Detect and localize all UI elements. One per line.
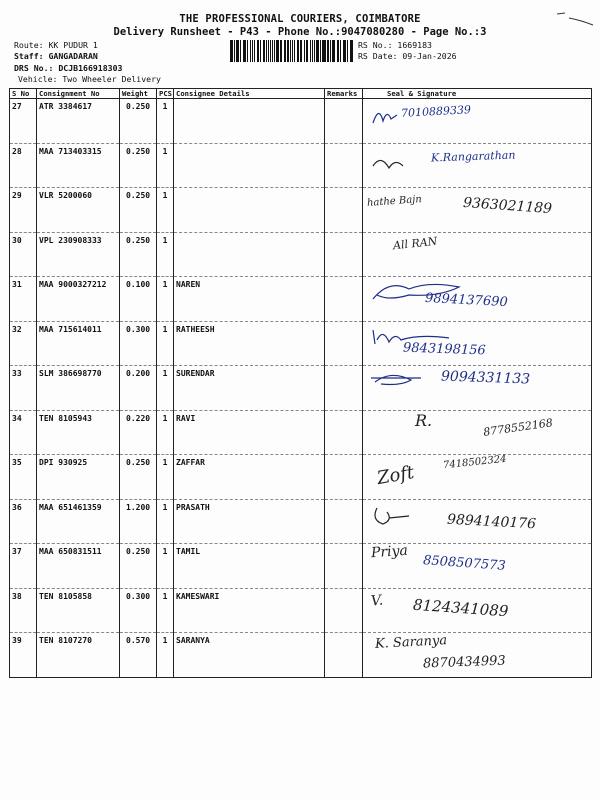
cell-remarks: [325, 544, 363, 589]
barcode-bar: [268, 40, 269, 62]
table-row: [10, 633, 592, 678]
barcode-bar: [325, 40, 326, 62]
handwritten-text: 9894140176: [446, 511, 537, 532]
table-header-row: [10, 89, 592, 99]
cell-sno: 33: [10, 366, 37, 411]
barcode-bar: [320, 40, 321, 62]
cell-consignment: DPI 930925: [37, 455, 120, 500]
cell-remarks: [325, 321, 363, 366]
cell-pcs: 1: [157, 633, 174, 678]
cell-signature: [363, 499, 592, 544]
rs-number: RS No.: 1669183: [358, 40, 432, 50]
cell-pcs: 1: [157, 499, 174, 544]
barcode-bar: [238, 40, 239, 62]
cell-sno: 36: [10, 499, 37, 544]
barcode-bar: [266, 40, 267, 62]
cell-sno: 29: [10, 188, 37, 233]
handwritten-text: R.: [415, 410, 433, 430]
table-row: [10, 99, 592, 144]
table-row: [10, 232, 592, 277]
cell-consignee: [174, 99, 325, 144]
cell-signature: [363, 188, 592, 233]
barcode-bar: [347, 40, 348, 62]
runsheet-table: [9, 88, 592, 678]
company-name: THE PROFESSIONAL COURIERS, COIMBATORE: [179, 13, 421, 25]
barcode-bar: [340, 40, 342, 62]
handwritten-text: K. Saranya: [374, 633, 448, 652]
cell-remarks: [325, 455, 363, 500]
cell-weight: 0.300: [120, 588, 157, 633]
barcode-bar: [234, 40, 235, 62]
cell-sno: 28: [10, 143, 37, 188]
barcode-bar: [327, 40, 329, 62]
cell-weight: 0.250: [120, 455, 157, 500]
cell-consignment: MAA 715614011: [37, 321, 120, 366]
cell-consignment: VLR 5200060: [37, 188, 120, 233]
barcode-bar: [278, 40, 279, 62]
barcode-bar: [287, 40, 289, 62]
table-row: [10, 143, 592, 188]
col-pcs: PCS: [157, 89, 174, 99]
handwritten-text: 8124341089: [412, 595, 509, 620]
handwritten-text: All RAN: [392, 234, 438, 252]
cell-consignee: PRASATH: [174, 499, 325, 544]
cell-remarks: [325, 410, 363, 455]
cell-signature: [363, 410, 592, 455]
barcode-bar: [312, 40, 313, 62]
cell-consignee: KAMESWARI: [174, 588, 325, 633]
cell-consignment: ATR 3384617: [37, 99, 120, 144]
barcode-bar: [298, 40, 299, 62]
cell-signature: [363, 588, 592, 633]
cell-sno: 39: [10, 633, 37, 678]
cell-sno: 37: [10, 544, 37, 589]
cell-sno: 27: [10, 99, 37, 144]
handwritten-text: hathe Bajn: [366, 194, 423, 209]
cell-pcs: 1: [157, 232, 174, 277]
col-sno: S No: [10, 89, 37, 99]
cell-remarks: [325, 232, 363, 277]
cell-consignee: ZAFFAR: [174, 455, 325, 500]
cell-remarks: [325, 143, 363, 188]
barcode-bar: [318, 40, 319, 62]
cell-signature: [363, 633, 592, 678]
handwritten-text: Priya: [370, 542, 409, 562]
handwritten-text: 9094331133: [440, 368, 531, 388]
cell-remarks: [325, 188, 363, 233]
cell-consignment: MAA 651461359: [37, 499, 120, 544]
cell-pcs: 1: [157, 143, 174, 188]
barcode-bar: [344, 40, 346, 62]
barcode-bar: [280, 40, 282, 62]
col-remarks: Remarks: [325, 89, 363, 99]
handwritten-text: 9363021189: [462, 194, 553, 218]
cell-weight: 0.300: [120, 321, 157, 366]
cell-pcs: 1: [157, 366, 174, 411]
table-row: [10, 188, 592, 233]
cell-consignee: SURENDAR: [174, 366, 325, 411]
barcode: [230, 40, 354, 62]
cell-weight: 0.250: [120, 99, 157, 144]
cell-pcs: 1: [157, 588, 174, 633]
drs-label: DRS No.: DCJB166918303: [14, 63, 123, 73]
handwritten-text: 7010889339: [400, 103, 472, 120]
cell-weight: 0.250: [120, 544, 157, 589]
handwritten-text: 7418502324: [442, 453, 508, 472]
cell-pcs: 1: [157, 188, 174, 233]
handwritten-text: K.Rangarathan: [430, 148, 516, 164]
handwritten-text: V.: [370, 592, 384, 609]
cell-sno: 35: [10, 455, 37, 500]
cell-remarks: [325, 499, 363, 544]
cell-remarks: [325, 277, 363, 322]
staff-label: Staff: GANGADARAN: [14, 51, 98, 61]
cell-pcs: 1: [157, 99, 174, 144]
cell-consignee: TAMIL: [174, 544, 325, 589]
signature-scribble: [369, 504, 419, 530]
cell-weight: 0.200: [120, 366, 157, 411]
cell-sno: 32: [10, 321, 37, 366]
barcode-bar: [292, 40, 294, 62]
cell-weight: 1.200: [120, 499, 157, 544]
barcode-bar: [332, 40, 333, 62]
cell-weight: 0.100: [120, 277, 157, 322]
barcode-bar: [252, 40, 254, 62]
cell-signature: [363, 455, 592, 500]
route-label: Route: KK PUDUR 1: [14, 40, 98, 50]
cell-signature: [363, 99, 592, 144]
barcode-bar: [294, 40, 295, 62]
cell-consignee: [174, 143, 325, 188]
signature-scribble: [371, 368, 431, 390]
cell-pcs: 1: [157, 277, 174, 322]
table-row: [10, 455, 592, 500]
cell-pcs: 1: [157, 544, 174, 589]
cell-sno: 38: [10, 588, 37, 633]
cell-remarks: [325, 588, 363, 633]
cell-consignment: MAA 9000327212: [37, 277, 120, 322]
handwritten-text: 8870434993: [422, 653, 506, 672]
handwritten-text: 9894137690: [424, 290, 509, 311]
cell-consignee: NAREN: [174, 277, 325, 322]
cell-consignee: [174, 188, 325, 233]
cell-signature: [363, 544, 592, 589]
cell-remarks: [325, 366, 363, 411]
cell-consignment: VPL 230908333: [37, 232, 120, 277]
runsheet-title: Delivery Runsheet - P43 - Phone No.:9047080280 - Page No.:3: [113, 26, 487, 38]
signature-scribble: [369, 152, 409, 174]
barcode-bar: [300, 40, 302, 62]
handwritten-text: Zoft: [375, 461, 416, 490]
barcode-bar: [272, 40, 273, 62]
cell-sno: 31: [10, 277, 37, 322]
table-row: [10, 544, 592, 589]
cell-pcs: 1: [157, 321, 174, 366]
cell-consignment: TEN 8107270: [37, 633, 120, 678]
cell-consignment: TEN 8105943: [37, 410, 120, 455]
handwritten-text: 8508507573: [422, 553, 507, 574]
cell-pcs: 1: [157, 410, 174, 455]
table-row: [10, 321, 592, 366]
cell-weight: 0.250: [120, 143, 157, 188]
table-row: [10, 277, 592, 322]
cell-consignee: [174, 232, 325, 277]
cell-weight: 0.570: [120, 633, 157, 678]
table-row: [10, 366, 592, 411]
barcode-bar: [351, 40, 353, 62]
cell-remarks: [325, 99, 363, 144]
col-signature: Seal & Signature: [363, 89, 592, 99]
cell-consignee: RATHEESH: [174, 321, 325, 366]
barcode-bar: [247, 40, 248, 62]
cell-sno: 34: [10, 410, 37, 455]
barcode-bar: [245, 40, 246, 62]
cell-signature: [363, 143, 592, 188]
handwritten-text: 8778552168: [482, 415, 554, 439]
cell-weight: 0.250: [120, 232, 157, 277]
cell-consignment: SLM 386698770: [37, 366, 120, 411]
barcode-bar: [314, 40, 315, 62]
cell-consignee: RAVI: [174, 410, 325, 455]
vehicle-label: Vehicle: Two Wheeler Delivery: [18, 74, 161, 84]
cell-signature: [363, 277, 592, 322]
barcode-bar: [254, 40, 255, 62]
barcode-bar: [274, 40, 275, 62]
cell-consignment: MAA 650831511: [37, 544, 120, 589]
col-consignee: Consignee Details: [174, 89, 325, 99]
barcode-bar: [306, 40, 307, 62]
col-weight: Weight: [120, 89, 157, 99]
cell-signature: [363, 366, 592, 411]
barcode-bar: [333, 40, 335, 62]
barcode-bar: [260, 40, 262, 62]
table-row: [10, 410, 592, 455]
table-row: [10, 588, 592, 633]
barcode-bar: [232, 40, 233, 62]
cell-consignment: TEN 8105858: [37, 588, 120, 633]
barcode-bar: [285, 40, 286, 62]
col-consignment: Consignment No: [37, 89, 120, 99]
cell-weight: 0.220: [120, 410, 157, 455]
table-row: [10, 499, 592, 544]
cell-signature: [363, 232, 592, 277]
rs-date: RS Date: 09-Jan-2026: [358, 51, 457, 61]
cell-signature: [363, 321, 592, 366]
cell-remarks: [325, 633, 363, 678]
barcode-bar: [240, 40, 241, 62]
barcode-bar: [338, 40, 339, 62]
cell-sno: 30: [10, 232, 37, 277]
barcode-bar: [258, 40, 259, 62]
cell-pcs: 1: [157, 455, 174, 500]
cell-consignment: MAA 713403315: [37, 143, 120, 188]
cell-weight: 0.250: [120, 188, 157, 233]
barcode-bar: [307, 40, 308, 62]
handwritten-text: 9843198156: [402, 340, 486, 358]
cell-consignee: SARANYA: [174, 633, 325, 678]
corner-pen-mark: [555, 8, 595, 28]
